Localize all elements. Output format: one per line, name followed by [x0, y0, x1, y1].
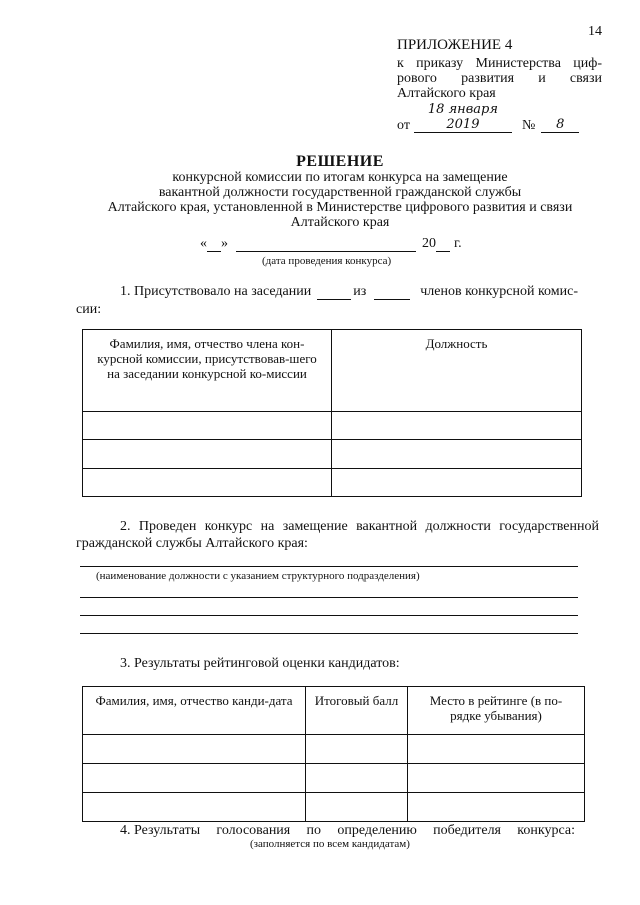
column-header-member-name: Фамилия, имя, отчество члена кон-курсной комиссии, присутствовав-шего на заседании конкурсной ко-миссии — [83, 330, 332, 412]
table-cell[interactable] — [306, 764, 408, 793]
order-date-line — [397, 102, 602, 133]
year-suffix: г. — [454, 236, 462, 251]
table-cell[interactable] — [332, 412, 582, 440]
quote-close: » — [221, 236, 228, 251]
table-row — [83, 735, 585, 764]
column-header-candidate-name: Фамилия, имя, отчество канди-дата — [83, 687, 306, 735]
appendix-line-3: Алтайского края — [397, 86, 496, 101]
table-cell[interactable] — [83, 440, 332, 469]
handwritten-date: 18 января 2019 — [414, 102, 512, 133]
subtitle-line: вакантной должности государственной гражданской службы — [158, 185, 522, 200]
section-4-word: 4. Результаты — [120, 823, 201, 838]
year-blank[interactable] — [436, 237, 450, 252]
appendix-line-1: к приказу Министерства циф- — [397, 56, 602, 71]
number-label: № — [521, 118, 536, 133]
present-count-blank[interactable] — [317, 285, 351, 300]
section-1-text-a: 1. Присутствовало на заседании — [120, 284, 312, 299]
section-4-word: определению — [337, 823, 417, 838]
month-blank[interactable] — [236, 237, 416, 252]
year-prefix: 20 — [422, 236, 436, 251]
column-header-total-score: Итоговый балл — [306, 687, 408, 735]
appendix-block — [397, 38, 602, 133]
table-cell[interactable] — [408, 764, 585, 793]
decision-title: РЕШЕНИЕ — [296, 153, 384, 170]
table-cell[interactable] — [408, 735, 585, 764]
table-cell[interactable] — [332, 440, 582, 469]
section-2-caption: (наименование должности с указанием структурного подразделения) — [96, 570, 420, 582]
day-blank[interactable] — [207, 237, 221, 252]
subtitle-line: конкурсной комиссии по итогам конкурса на замещение — [172, 170, 508, 185]
subtitle-line: Алтайского края, установленной в Министерстве цифрового развития и связи — [107, 200, 573, 215]
date-field — [200, 236, 462, 252]
position-name-line[interactable] — [80, 566, 578, 567]
decision-subtitle — [60, 170, 620, 230]
section-1-text-c: членов конкурсной комис- — [420, 284, 579, 299]
section-4-text — [120, 822, 575, 839]
commission-members-table — [82, 329, 582, 497]
fill-line[interactable] — [80, 633, 578, 634]
table-row — [83, 440, 582, 469]
table-cell[interactable] — [306, 793, 408, 822]
fill-line[interactable] — [80, 597, 578, 598]
section-3-text: 3. Результаты рейтинговой оценки кандидатов: — [120, 656, 400, 671]
table-cell[interactable] — [83, 764, 306, 793]
section-1-text-b: из — [353, 284, 367, 299]
section-4-word: конкурса: — [517, 823, 575, 838]
table-row — [83, 469, 582, 497]
table-row — [83, 764, 585, 793]
section-4-caption: (заполняется по всем кандидатам) — [250, 838, 410, 850]
table-cell[interactable] — [83, 793, 306, 822]
section-1-text-d: сии: — [76, 302, 102, 317]
section-4-word: победителя — [433, 823, 501, 838]
appendix-title: ПРИЛОЖЕНИЕ 4 — [397, 37, 513, 53]
section-4-word: голосования — [216, 823, 291, 838]
fill-line[interactable] — [80, 615, 578, 616]
table-cell[interactable] — [332, 469, 582, 497]
total-count-blank[interactable] — [374, 285, 410, 300]
quote-open: « — [200, 236, 207, 251]
candidate-rating-table — [82, 686, 585, 822]
section-2-text: 2. Проведен конкурс на замещение вакантной должности государственной гражданской службы Алтайского края: — [76, 519, 599, 551]
column-header-rating-place: Место в рейтинге (в по-рядке убывания) — [408, 687, 585, 735]
table-cell[interactable] — [83, 412, 332, 440]
table-cell[interactable] — [83, 469, 332, 497]
subtitle-line: Алтайского края — [290, 215, 390, 230]
handwritten-number: 8 — [541, 117, 579, 133]
from-label: от — [397, 118, 410, 133]
column-header-position: Должность — [332, 330, 582, 412]
section-4-word: по — [306, 823, 322, 838]
appendix-line-2: рового развития и связи — [397, 71, 602, 86]
section-1-line — [120, 283, 600, 300]
page-number: 14 — [588, 24, 602, 39]
table-cell[interactable] — [306, 735, 408, 764]
table-cell[interactable] — [408, 793, 585, 822]
table-cell[interactable] — [83, 735, 306, 764]
table-row — [83, 793, 585, 822]
date-caption: (дата проведения конкурса) — [262, 255, 392, 267]
table-row — [83, 412, 582, 440]
